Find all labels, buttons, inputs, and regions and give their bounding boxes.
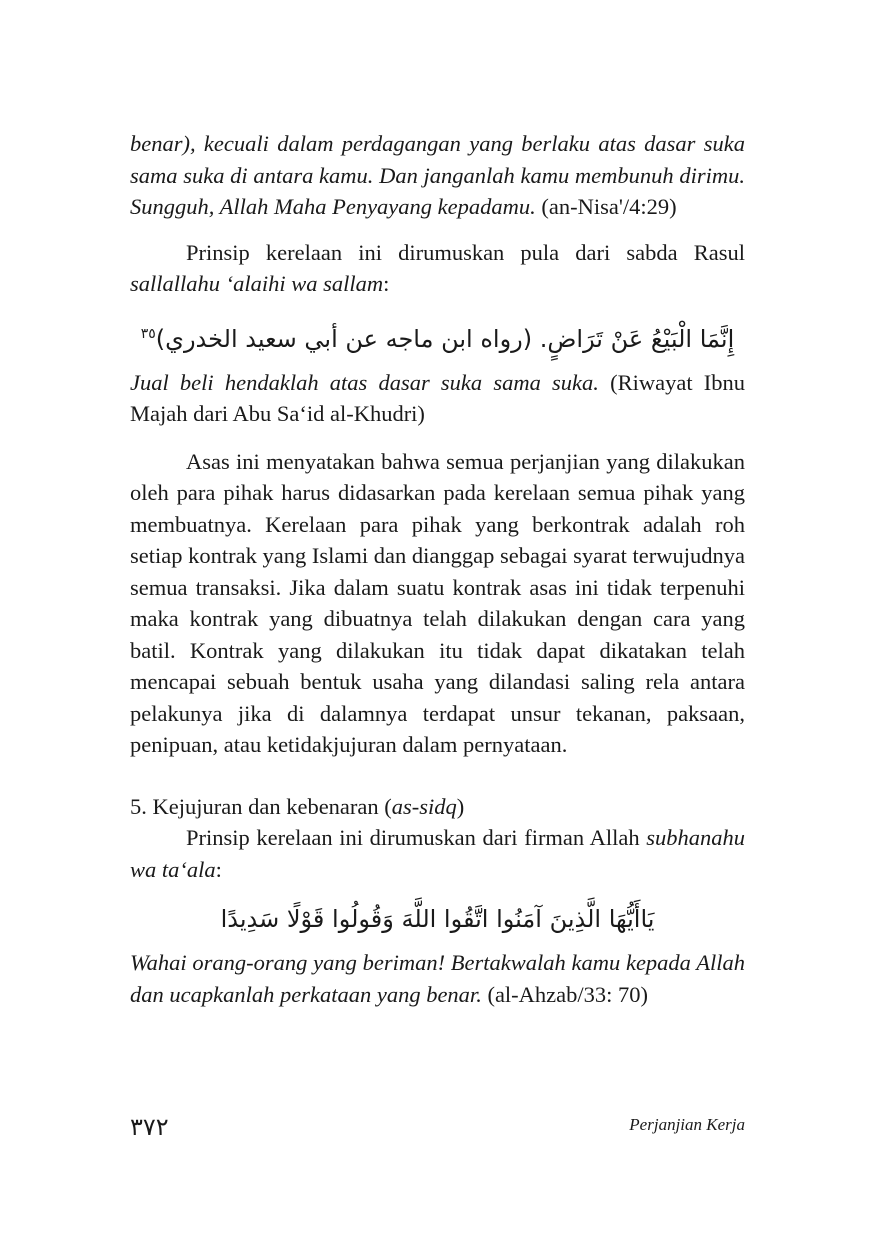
hadith-reference: (Riwayat Ibnu Majah dari Abu Sa‘id al-Khudri) xyxy=(130,369,745,426)
section-number: 5. xyxy=(130,793,147,819)
asas-paragraph: Asas ini menyatakan bahwa semua perjanjian yang dilakukan oleh para pihak harus didasarkan pada kerelaan semua pihak yang membuatnya. Kerelaan para pihak yang berkontrak adalah roh setiap kontrak yang Islami dan dianggap sebagai syarat terwujudnya semua transaksi. Jika dalam suatu kontrak asas ini tidak terpenuhi maka kontrak yang dibuatnya telah dilakukan dengan cara yang batil. Kontrak yang dilakukan itu tidak dapat dikatakan telah mencapai sebuah bentuk usaha yang dilandasi saling rela antara pelakunya jika di dalamnya terdapat unsur tekanan, paksaan, penipuan, atau ketidakjujuran dalam pernyataan. xyxy=(130,448,745,757)
verse-translation xyxy=(130,947,745,1010)
hadith-arabic-text: إِنَّمَا الْبَيْعُ عَنْ تَرَاضٍ. (رواه ابن ماجه عن أبي سعيد الخدري) xyxy=(155,324,735,353)
principle-2-text: Prinsip kerelaan ini dirumuskan dari firman Allah xyxy=(186,825,647,850)
hadith-translation xyxy=(130,367,745,430)
hadith-translation-italic: Jual beli hendaklah atas dasar suka sama suka. xyxy=(130,369,599,395)
section-title: Kejujuran dan kebenaran ( xyxy=(146,793,392,819)
running-title: Perjanjian Kerja xyxy=(629,1115,745,1134)
hadith-arabic xyxy=(130,314,745,359)
principle-2-italic: subhanahu wa ta‘ala xyxy=(130,825,745,882)
quran-translation-paragraph xyxy=(130,128,745,223)
verse-reference: (al-Ahzab/33: 70) xyxy=(481,981,649,1007)
quran-translation-italic: benar), kecuali dalam perdagangan yang berlaku atas dasar suka sama suka di antara kamu. Dan janganlah kamu membunuh dirimu. Sungguh, Allah Maha Penyayang kepadamu. xyxy=(130,131,745,219)
footnote-marker: ٣٥ xyxy=(140,325,156,342)
page-footer xyxy=(130,1113,745,1143)
principle-1-italic: sallallahu ‘alaihi wa sallam xyxy=(130,271,384,296)
principle-1-text: Prinsip kerelaan ini dirumuskan pula dari sabda Rasul xyxy=(186,239,745,265)
principle-2-suffix: : xyxy=(215,856,222,882)
verse-translation-italic: Wahai orang-orang yang beriman! Bertakwalah kamu kepada Allah dan ucapkanlah perkataan yang benar. xyxy=(130,950,745,1007)
quran-reference: (an-Nisa'/4:29) xyxy=(535,194,677,219)
verse-arabic: يَاأَيُّهَا الَّذِينَ آمَنُوا اتَّقُوا اللَّهَ وَقُولُوا قَوْلًا سَدِيدًا xyxy=(220,905,655,933)
principle-1-suffix: : xyxy=(383,271,390,296)
section-heading xyxy=(130,791,745,823)
page-body xyxy=(130,128,745,1010)
page-number: ٣٧٢ xyxy=(130,1113,169,1141)
principle-paragraph-1 xyxy=(130,237,745,300)
principle-paragraph-2 xyxy=(130,822,745,885)
section-title-italic: as-sidq xyxy=(391,793,457,819)
section-title-suffix: ) xyxy=(456,793,465,819)
